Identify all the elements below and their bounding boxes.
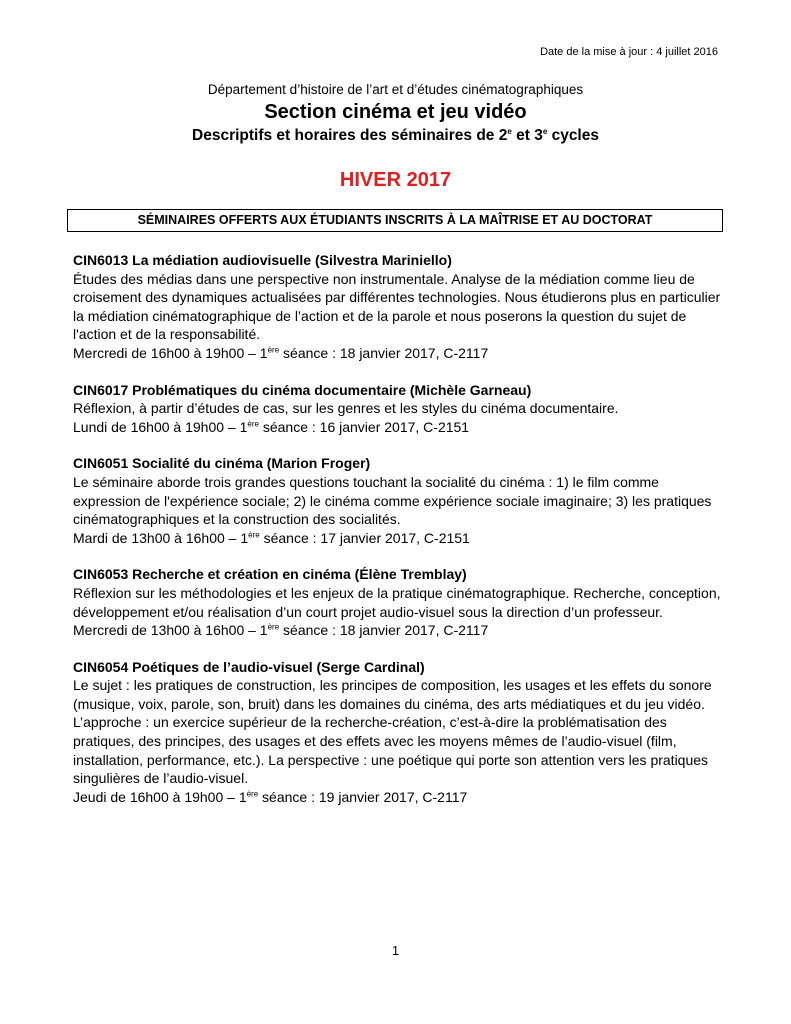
subtitle-sup-1: e [507, 126, 512, 136]
course-title: CIN6054 Poétiques de l’audio-visuel (Serge Cardinal) [73, 658, 425, 675]
course-title: CIN6051 Socialité du cinéma (Marion Froger) [73, 455, 371, 472]
seminars-banner: SÉMINAIRES OFFERTS AUX ÉTUDIANTS INSCRITS À LA MAÎTRISE ET AU DOCTORAT [67, 209, 723, 232]
course-list [73, 251, 723, 824]
course-item [73, 381, 723, 437]
season-title: HIVER 2017 [339, 169, 452, 191]
update-date: Date de la mise à jour : 4 juillet 2016 [540, 46, 718, 58]
schedule-sup: ère [267, 622, 280, 632]
schedule-text: séance : 16 janvier 2017, C-2151 [258, 418, 470, 435]
subtitle [0, 125, 791, 147]
page-number: 1 [391, 943, 400, 958]
course-title: CIN6053 Recherche et création en cinéma (Élène Tremblay) [73, 566, 467, 583]
schedule-sup: ère [248, 530, 260, 540]
subtitle-suffix: cycles [547, 127, 599, 144]
course-item [73, 251, 723, 363]
schedule-text: séance : 18 janvier 2017, C-2117 [279, 344, 489, 361]
course-title: CIN6013 La médiation audiovisuelle (Silvestra Mariniello) [73, 252, 452, 268]
course-description: Réflexion, à partir d’études de cas, sur les genres et les styles du cinéma documentaire. [73, 400, 619, 417]
course-schedule [73, 344, 723, 363]
schedule-text: séance : 17 janvier 2017, C-2151 [259, 529, 470, 546]
course-schedule [73, 621, 723, 640]
course-description: Le séminaire aborde trois grandes questions touchant la socialité du cinéma : 1) le film comme expression de l'expérience sociale; 2) le cinéma comme expérience sociale imaginaire; 3) les pratiques cinématographiques et la construction des socialités. [73, 473, 712, 528]
schedule-text: Mardi de 13h00 à 16h00 – 1 [73, 529, 249, 546]
department-name: Département d’histoire de l’art et d’études cinématographiques [207, 82, 584, 97]
course-item [73, 454, 723, 547]
course-schedule [73, 788, 723, 807]
course-item [73, 658, 723, 807]
course-description: Le sujet : les pratiques de construction, les principes de composition, les usages et les effets du sonore (musique, voix, parole, son, bruit) dans les domaines du cinéma, des arts médiatiques et du jeu vidéo. L’approche : un exercice supérieur de la recherche-création, c’est-à-dire la problématisation des pratiques, des principes, des usages et des effets avec les moyens mêmes de l’audio-visuel (film, installation, performance, etc.). La perspective : une poétique qui porte son attention vers les pratiques singulières de l’audio-visuel. [73, 677, 712, 787]
schedule-text: séance : 18 janvier 2017, C-2117 [279, 622, 489, 639]
schedule-sup: ère [267, 345, 280, 355]
course-item [73, 565, 723, 639]
schedule-text: Lundi de 16h00 à 19h00 – 1 [73, 418, 248, 435]
section-title: Section cinéma et jeu vidéo [264, 101, 527, 123]
course-title: CIN6017 Problématiques du cinéma documentaire (Michèle Garneau) [73, 381, 532, 398]
subtitle-sup-2: e [542, 126, 548, 136]
schedule-sup: ère [246, 789, 259, 799]
document-header [0, 80, 791, 193]
course-description: Études des médias dans une perspective non instrumentale. Analyse de la médiation comme lieu de croisement des dynamiques actualisées par différentes technologies. Nous étudierons plus en particulier la médiation cinématographique de l’action et de la parole et nous poserons la question du sujet de l'action et de la responsabilité. [73, 270, 721, 343]
course-description: Réflexion sur les méthodologies et les enjeux de la pratique cinématographique. Recherche, conception, développement et/ou réalisation d’un court projet audio-visuel sous la direction d’un professeur. [73, 584, 721, 620]
schedule-sup: ère [247, 419, 259, 429]
schedule-text: Mercredi de 13h00 à 16h00 – 1 [73, 622, 268, 639]
subtitle-mid: et 3 [511, 127, 543, 144]
schedule-text: séance : 19 janvier 2017, C-2117 [258, 788, 468, 805]
schedule-text: Mercredi de 16h00 à 19h00 – 1 [73, 344, 268, 361]
course-schedule [73, 529, 723, 548]
schedule-text: Jeudi de 16h00 à 19h00 – 1 [73, 788, 247, 805]
subtitle-prefix: Descriptifs et horaires des séminaires de 2 [192, 127, 508, 144]
course-schedule [73, 418, 723, 437]
